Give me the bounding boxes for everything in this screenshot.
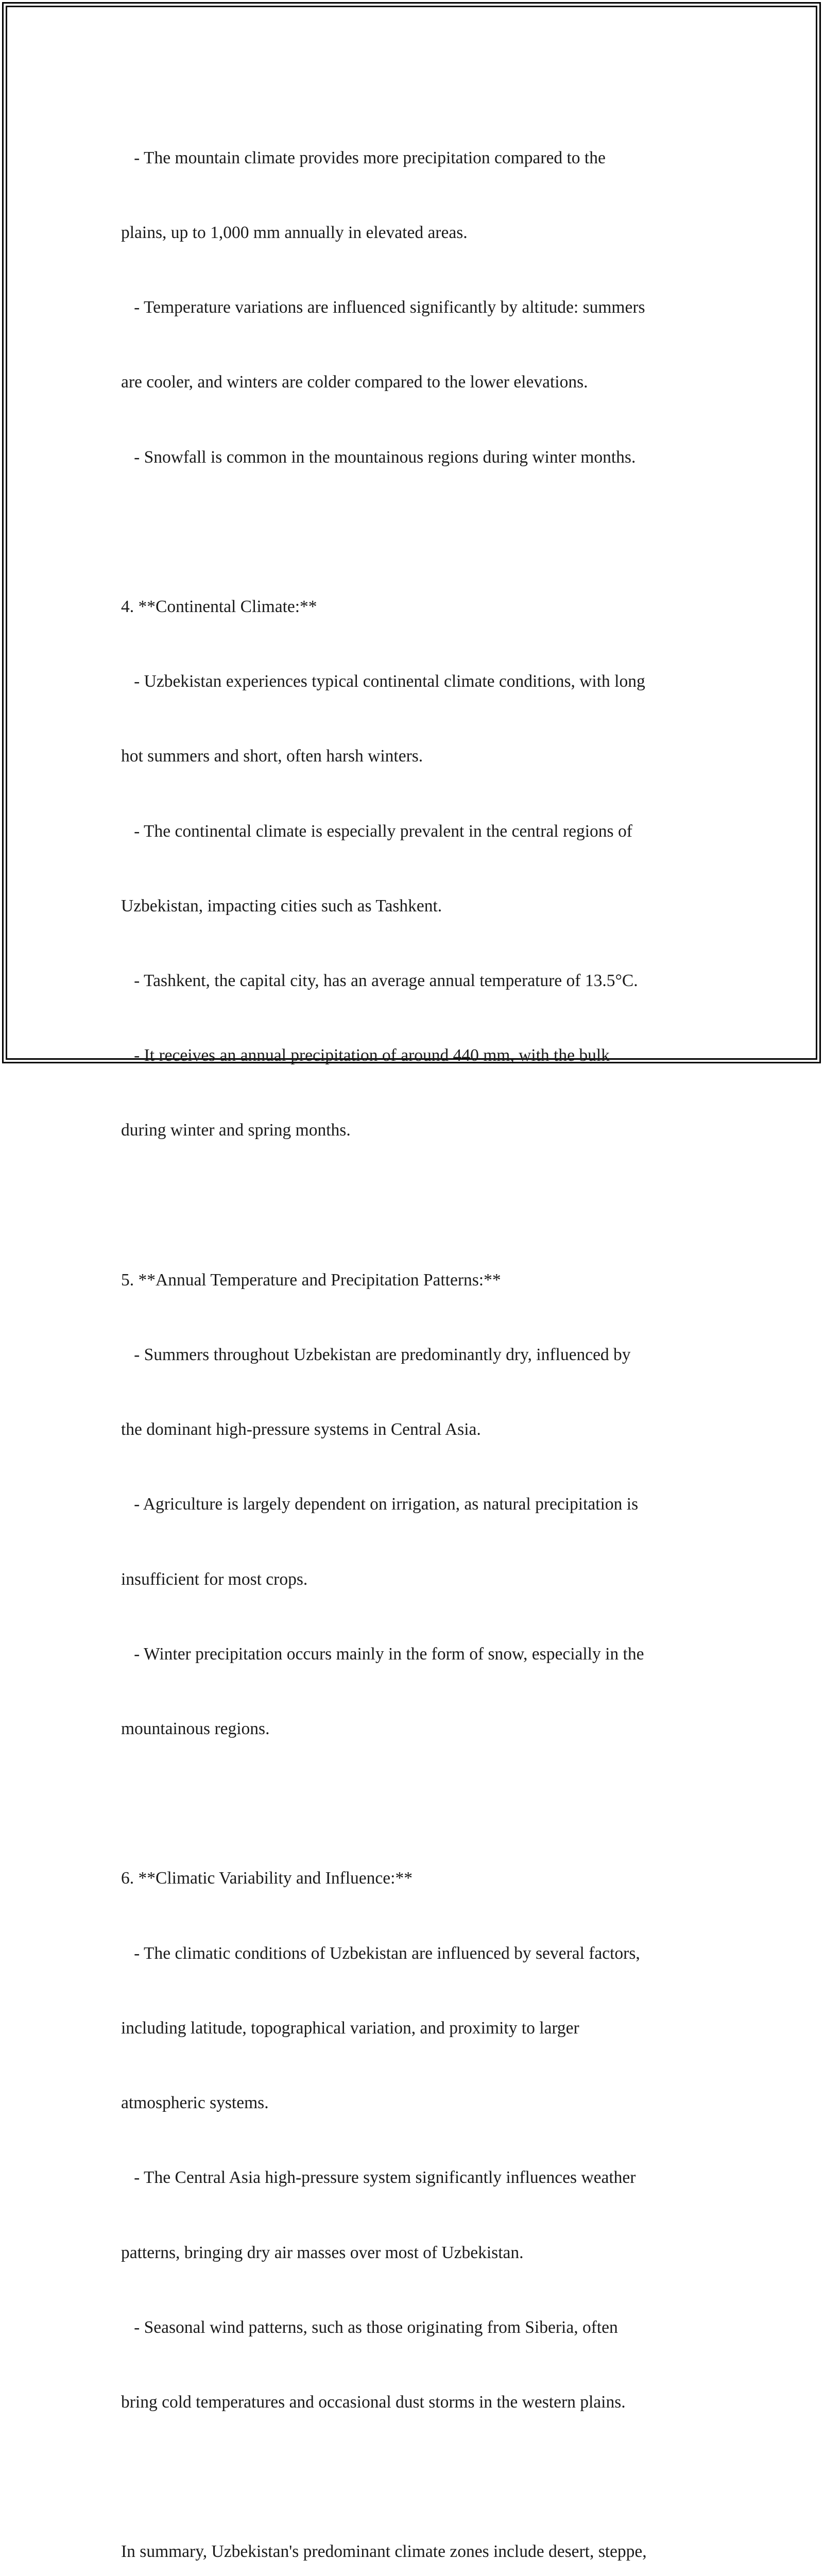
- blank-line: [121, 520, 703, 545]
- text-line: during winter and spring months.: [121, 1121, 351, 1140]
- text-line: mountainous regions.: [121, 1719, 270, 1739]
- text-line: - Tashkent, the capital city, has an average annual temperature of 13.5°C.: [121, 971, 638, 991]
- blank-line: [121, 1193, 703, 1218]
- text-line: including latitude, topographical variation, and proximity to larger: [121, 2018, 579, 2038]
- text-line: - The continental climate is especially prevalent in the central regions of: [121, 821, 632, 841]
- text-line: - Seasonal wind patterns, such as those originating from Siberia, often: [121, 2317, 618, 2337]
- text-line: are cooler, and winters are colder compared to the lower elevations.: [121, 372, 588, 392]
- document-body: [121, 96, 703, 2576]
- summary-line: In summary, Uzbekistan's predominant climate zones include desert, steppe,: [121, 2542, 647, 2562]
- blank-line: [121, 2465, 703, 2489]
- section-heading: 5. **Annual Temperature and Precipitation Patterns:**: [121, 1270, 501, 1290]
- section-heading: 4. **Continental Climate:**: [121, 597, 317, 617]
- text-line: - Summers throughout Uzbekistan are predominantly dry, influenced by: [121, 1345, 631, 1365]
- text-line: patterns, bringing dry air masses over most of Uzbekistan.: [121, 2243, 524, 2262]
- text-line: - Temperature variations are influenced significantly by altitude: summers: [121, 298, 645, 317]
- text-line: - The climatic conditions of Uzbekistan are influenced by several factors,: [121, 1943, 640, 1963]
- text-line: bring cold temperatures and occasional dust storms in the western plains.: [121, 2392, 626, 2412]
- text-line: hot summers and short, often harsh winters.: [121, 747, 423, 766]
- text-line: Uzbekistan, impacting cities such as Tashkent.: [121, 896, 442, 916]
- text-line: plains, up to 1,000 mm annually in elevated areas.: [121, 223, 468, 243]
- text-line: insufficient for most crops.: [121, 1569, 308, 1589]
- section-heading: 6. **Climatic Variability and Influence:**: [121, 1869, 413, 1888]
- text-line: atmospheric systems.: [121, 2093, 269, 2113]
- text-line: - The mountain climate provides more precipitation compared to the: [121, 148, 606, 167]
- text-line: - Uzbekistan experiences typical continental climate conditions, with long: [121, 672, 645, 691]
- text-line: the dominant high-pressure systems in Central Asia.: [121, 1420, 481, 1439]
- blank-line: [121, 1791, 703, 1816]
- text-line: - Snowfall is common in the mountainous regions during winter months.: [121, 447, 636, 467]
- text-line: - It receives an annual precipitation of around 440 mm, with the bulk: [121, 1046, 610, 1065]
- text-line: - Winter precipitation occurs mainly in the form of snow, especially in the: [121, 1644, 644, 1664]
- text-line: - Agriculture is largely dependent on irrigation, as natural precipitation is: [121, 1495, 639, 1514]
- text-line: - The Central Asia high-pressure system significantly influences weather: [121, 2168, 636, 2188]
